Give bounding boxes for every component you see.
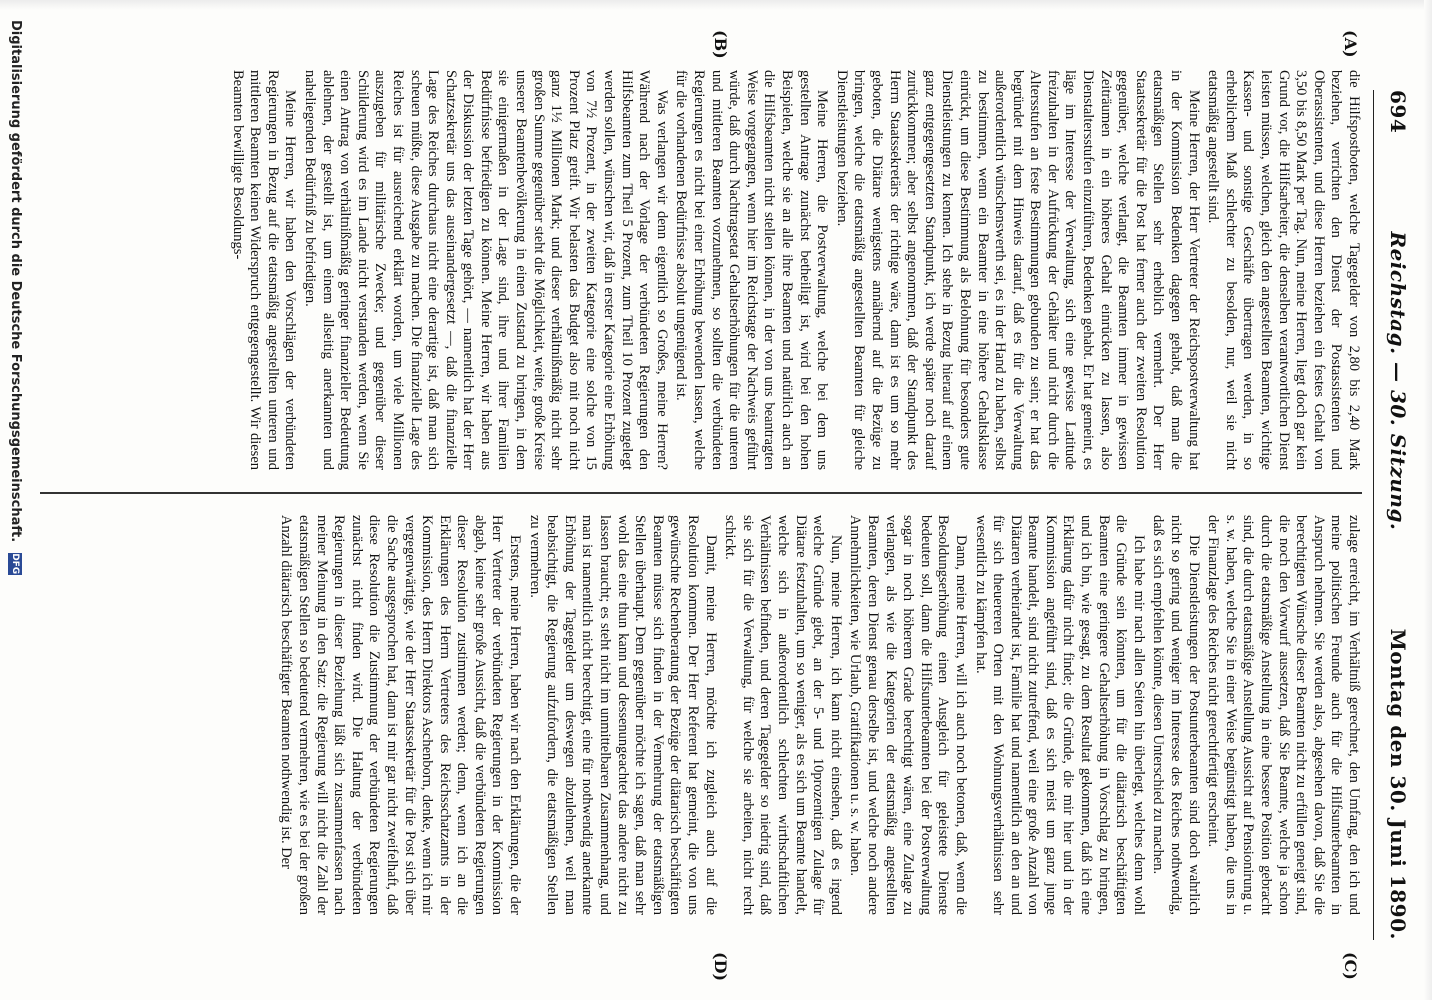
scan-edge	[0, 0, 1432, 10]
paragraph: Meine Herren, der Herr Vertreter der Reichspostverwaltung hat in der Kommission Bedenken dagegen gehabt, daß man die etatsmäßigen Stellen sehr erheblich vermehrt. Der Herr Staatssekretär für die Post hat ferner auch der zweiten Resolution gegenüber, welche verlangt, die Beamten immer in gewissen Zeiträumen in ein höheres Gehalt einrücken zu lassen, also Dienstaltersstufen einzuführen, Bedenken gehabt. Er hat gemeint, es läge im Interesse der Verwaltung, sich eine gewisse Latitude freizuhalten in der Aufrückung der Gehälter und nicht durch die Altersstufen an feste Bestimmungen gebunden zu sein; er hat das begründet mit dem Hinweis darauf, daß es für die Verwaltung außerordentlich wünschenswerth sei, es in der Hand zu haben, selbst zu bestimmen, wenn ein Beamter in eine höhere Gehaltsklasse einrückt, um diese Bestimmung als Belohnung für besonders gute Dienstleistungen zu kennen. Ich stehe in Bezug hierauf auf einem ganz entgegengesetzten Standpunkt, ich werde später noch darauf zurückkommen; aber selbst angenommen, daß der Standpunkt des Herrn Staatssekretärs der richtige wäre, dann ist es um so mehr geboten, die Diätare wenigstens annähernd auf die Bezüge zu bringen, welche die etatsmäßig angestellten Beamten für gleiche Dienstleistungen beziehen.	[833, 70, 1202, 470]
paragraph: Meine Herren, wir haben den Vorschlägen der verbündeten Regierungen in Bezug auf die etatsmäßig angestellten unteren und mittleren Beamten keinen Widerspruch entgegengestellt. Wir diesen Beamten bewilligte Besoldungs-	[229, 70, 299, 470]
paragraph: Ich habe mir nach allen Seiten hin überlegt, welches denn wohl die Gründe sein könnten, um für die diätarisch beschäftigten Beamten eine geringere Gehaltserhöhung in Vorschlag zu bringen, und ich bin, wie gesagt, zu dem Resultat gekommen, daß ich eine Erklärung dafür nicht finde; die Gründe, die mir hier und in der Kommission angeführt sind, daß es sich meist um ganz junge Beamte handelt, sind nicht zutreffend, weil eine große Anzahl von Diätaren verheirathet ist, Familie hat und namentlich an den an und für sich theuereren Orten mit den Wohnungsverhältnissen sehr wesentlich zu kämpfen hat.	[972, 515, 1147, 915]
left-column	[40, 70, 1362, 470]
paragraph: Damit, meine Herren, möchte ich zugleich auch auf die Resolution kommen. Der Herr Referent hat gemeint, die von uns gewünschte Rechenberatung der Bezüge der diätarisch beschäftigten Beamten müsse sich finden in der Vermehrung der etatsmäßigen Stellen überhaupt. Dem gegenüber möchte ich sagen, daß man sehr wohl das eine thun kann und dessenungeachtet das andere nicht zu lassen braucht; es steht nicht im unmittelbaren Zusammenhang, und man ist namentlich nicht berechtigt, eine für nothwendig anerkannte Erhöhung der Tagegelder um deswegen abzulehnen, weil man beabsichtigt, die Regierung aufzufordern, die etatsmäßigen Stellen zu vermehren.	[526, 515, 719, 915]
scan-edge	[1424, 0, 1432, 1000]
page-number: 694	[1386, 90, 1410, 134]
paragraph: Was verlangen wir denn eigentlich so Großes, meine Herren? Während nach der Vorlage der verbündeten Regierungen den Hilfsbeamten zum Theil 5 Prozent, zum Theil 10 Prozent zugelegt werden sollen, wünschen wir, daß in erster Kategorie eine Erhöhung von 7½ Prozent, in der zweiten Kategorie eine solche von 15 Prozent Platz greift. Wir belasten das Budget also mit noch nicht ganz 1½ Millionen Mark; und dieser verhältnißmäßig nicht sehr großen Summe gegenüber steht die Möglichkeit, weite, große Kreise unserer Beamtenbevölkerung in einen Zustand zu bringen, in dem sie einigermaßen in der Lage sind, ihre und ihrer Familien Bedürfnisse befriedigen zu können. Meine Herren, wir haben aus der Diskussion der letzten Tage gehört, — namentlich hat der Herr Schatzsekretär uns das auseinandergesetzt —, daß die finanzielle Lage des Reiches durchaus nicht eine derartige ist, daß man sich scheuen müßte, diese Ausgabe zu machen. Die finanzielle Lage des Reiches ist für ausreichend erklärt worden, um viele Millionen auszugeben für militärische Zwecke; und gegenüber dieser Schilderung wird es im Lande nicht verstanden werden, wenn Sie einen Antrag von verhältnißmäßig geringer finanzieller Bedeutung ablehnen, der gestellt ist, um einem allseitig anerkannten und naheliegenden Bedürfniß zu befriedigen.	[301, 70, 670, 470]
text-columns	[40, 70, 1362, 950]
paragraph: Dann, meine Herren, will ich auch noch betonen, daß, wenn die Besoldungserhöhung einen Ausgleich für geleistete Dienste bedeuten soll, dann die Hilfsunterbeamten bei der Postverwaltung sogar in noch höherem Grade berechtigt wären, eine Zulage zu verlangen, als wie die Kategorien der etatsmäßig angestellten Beamten, deren Dienst genau derselbe ist, und welche noch andere Annehmlichkeiten, wie Urlaub, Gratifikationen u. s. w. haben.	[847, 515, 969, 915]
column-divider	[40, 492, 1362, 494]
margin-marker-a: (A)	[1341, 30, 1360, 58]
running-head	[1373, 90, 1410, 940]
margin-marker-b: (B)	[711, 30, 730, 59]
paragraph: Meine Herren, die Postverwaltung, welche bei dem uns gestellten Antrage zunächst betheiligt ist, wird bei den hohen Beispielen, welche sie an alle ihre Beamten und natürlich auch an die Hilfsbeamten nicht stellen können, in der von uns beantragten Weise vorgegangen, wenn hier im Reichstage der Nachweis geführt würde, daß durch Nachtragsetat Gehaltserhöhungen für die unteren und mittleren Beamten vorzunehmen, so sollten die verbündeten Regierungen es nicht bei einer Erhöhung bewenden lassen, welche für die vorhandenen Bedürfnisse absolut ungenügend ist.	[673, 70, 831, 470]
paragraph: die Hilfspostboten, welche Tagegelder von 2,80 bis 2,40 Mark beziehen, verrichten den Dienst der Postassistenten und Oberassistenten, und diese Herren beziehen ein festes Gehalt von 3,50 bis 8,50 Mark per Tag. Nun, meine Herren, liegt doch gar kein Grund vor, die Hilfsarbeiter, die denselben verantwortlichen Dienst leisten müssen, welchen, gleich den angestellten Beamten, wichtige Kassen- und sonstige Geschäfte übertragen werden, in so erheblichem Maß schlechter zu besolden, nur, weil sie nicht etatsmäßig angestellt sind.	[1205, 70, 1362, 470]
paragraph: Erstens, meine Herren, haben wir nach den Erklärungen, die der Herr Vertreter der verbündeten Regierungen in der Kommission abgab, keine sehr große Aussicht, daß die verbündeten Regierungen dieser Resolution zustimmen werden; denn, wenn ich an die Erklärungen des Herrn Vertreters des Reichsschatzamts in der Kommission, des Herrn Direktors Aschenborn, denke, wenn ich mir vergegenwärtige, wie der Herr Staatssekretär für die Post sich über die Sache ausgesprochen hat, dann ist mir gar nicht zweifelhaft, daß diese Resolution die Zustimmung der verbündeten Regierungen zunächst nicht finden wird. Die Haltung der verbündeten Regierungen in dieser Beziehung läßt sich zusammenfassen nach meiner Meinung in den Satz: die Regierung will nicht die Zahl der etatsmäßigen Stellen so bedeutend vermehren, wie es bei der großen Anzahl diätarisch beschäftigter Beamten nothwendig ist. Der	[278, 515, 524, 915]
session-date: Montag den 30. Juni 1890.	[1386, 628, 1410, 940]
page-title: Reichstag. — 30. Sitzung.	[1386, 231, 1410, 531]
footer-note-text: Digitalisierung gefördert durch die Deutsche Forschungsgemeinschaft.	[8, 20, 23, 543]
dfg-logo: DFG	[10, 553, 21, 575]
digitization-footer	[8, 0, 23, 1000]
right-column	[40, 515, 1362, 915]
margin-marker-d: (D)	[711, 952, 730, 982]
paragraph: Nun, meine Herren, ich kann nicht einsehen, daß es irgend welche Gründe giebt, an der 5- und 10prozentigen Zulage für Diätare festzuhalten, um so weniger, als es sich um Beamte handelt, welche sich in außerordentlich schlechten wirthschaftlichen Verhältnissen befinden, und deren Tagegelder so niedrig sind, daß sie sich für die Verwaltung, für welche sie arbeiten, nicht recht schickt.	[722, 515, 844, 915]
margin-marker-c: (C)	[1341, 952, 1360, 980]
paragraph: zulage erreicht, im Verhältniß gerechnet, den Umfang, den ich und meine politischen Freunde auch für die Hilfsunterbeamten in Anspruch nehmen. Sie werden also, abgesehen davon, daß Sie die berechtigten Wünsche dieser Beamten nicht zu erfüllen geneigt sind, die noch den Vorwurf aussetzen, daß Sie Beamte, welche ja schon durch die etatsmäßige Anstellung in eine bessere Position gebracht sind, die durch etatsmäßige Anstellung Aussicht auf Pensionirung u. s. w. haben, welche Sie in einer Weise begünstigt haben, die uns in der Finanzlage des Reiches nicht gerechtfertigt erscheint.	[1205, 515, 1362, 915]
paragraph: Die Dienstleistungen der Postunterbeamten sind doch wahrlich nicht so gering und weniger im Interesse des Reiches nothwendig, daß es sich empfehlen könnte, diesen Unterschied zu machen.	[1150, 515, 1202, 915]
